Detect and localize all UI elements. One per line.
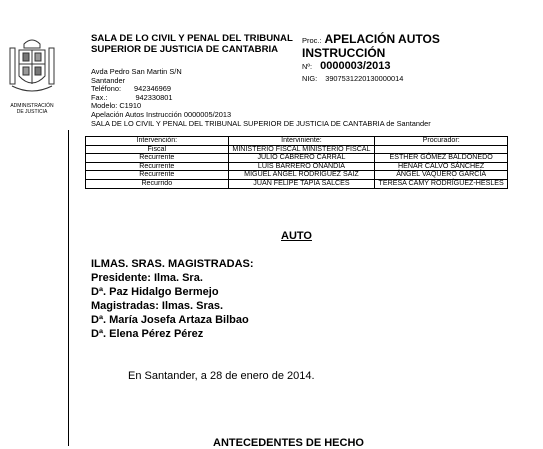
nig-number (302, 75, 403, 84)
magistrate-line: Dª. María Josefa Artaza Bilbao (91, 314, 249, 326)
date-line: En Santander, a 28 de enero de 2014. (128, 370, 315, 382)
court-name: SALA DE LO CIVIL Y PENAL DEL TRIBUNAL SUPERIOR DE JUSTICIA DE CANTABRIA (91, 33, 293, 55)
admin-label-line2: DE JUSTICIA (16, 109, 48, 115)
magistrate-line: Dª. Paz Hidalgo Bermejo (91, 286, 219, 298)
proc-type: APELACIÓN AUTOS INSTRUCCIÓN (302, 32, 440, 60)
court-fax: Fax.: 942330801 (91, 92, 173, 102)
magistrate-line: Dª. Elena Pérez Pérez (91, 328, 204, 340)
parties-table (85, 136, 508, 189)
court-address: Avda Pedro San Martin S/N (91, 67, 182, 76)
case-number (302, 62, 390, 72)
magistrate-line: Magistradas: Ilmas. Sras. (91, 300, 224, 312)
coat-of-arms-seal (8, 34, 56, 100)
admin-label-line1: ADMINISTRACIÓN (10, 103, 54, 109)
number-value: 0000003/2013 (320, 60, 391, 72)
court-city: Santander (91, 75, 126, 85)
case-reference: Apelación Autos Instrucción 0000005/2013 (91, 109, 232, 119)
table-row: Recurrente JULIO CABRERO CARRAL ESTHER GÓMEZ BALDONEDO (86, 154, 508, 163)
magistrates-heading: ILMAS. SRAS. MAGISTRADAS: (91, 258, 254, 270)
table-row: Recurrente MIGUEL ANGEL RODRIGUEZ SAIZ ÁNGEL VAQUERO GARCÍA (86, 171, 508, 180)
nig-value: 3907531220130000014 (325, 74, 404, 83)
nig-label: NIG: (302, 74, 318, 83)
court-phone: Teléfono: 942346969 (91, 84, 171, 94)
proc-label: Proc.: (302, 36, 322, 45)
procedure-type (302, 33, 502, 60)
admin-label (2, 103, 62, 115)
header-intervencion: Intervención: (86, 137, 229, 146)
magistrate-line: Presidente: Ilma. Sra. (91, 272, 203, 284)
header-procurador: Procurador: (375, 137, 508, 146)
section-title: ANTECEDENTES DE HECHO (213, 437, 364, 449)
number-label: Nº: (302, 62, 313, 71)
table-row: Fiscal MINISTERIO FISCAL MINISTERIO FISCAL (86, 145, 508, 154)
table-row: Recurrido JUAN FELIPE TAPIA SALCES TERESA CAMY RODRÍGUEZ-HESLES (86, 179, 508, 188)
header-interviniente: Interviniente: (228, 137, 375, 146)
model-code: Modelo: C1910 (91, 101, 142, 111)
table-header-row (86, 137, 508, 146)
table-row: Recurrente LUIS BARRERO ONANDIA HENAR CALVO SÁNCHEZ (86, 162, 508, 171)
sala-line: SALA DE LO CIVIL Y PENAL DEL TRIBUNAL SUPERIOR DE JUSTICIA DE CANTABRIA de Santander (91, 118, 431, 128)
margin-line (68, 130, 69, 446)
magistrates-list (91, 257, 254, 341)
auto-title: AUTO (281, 230, 312, 242)
